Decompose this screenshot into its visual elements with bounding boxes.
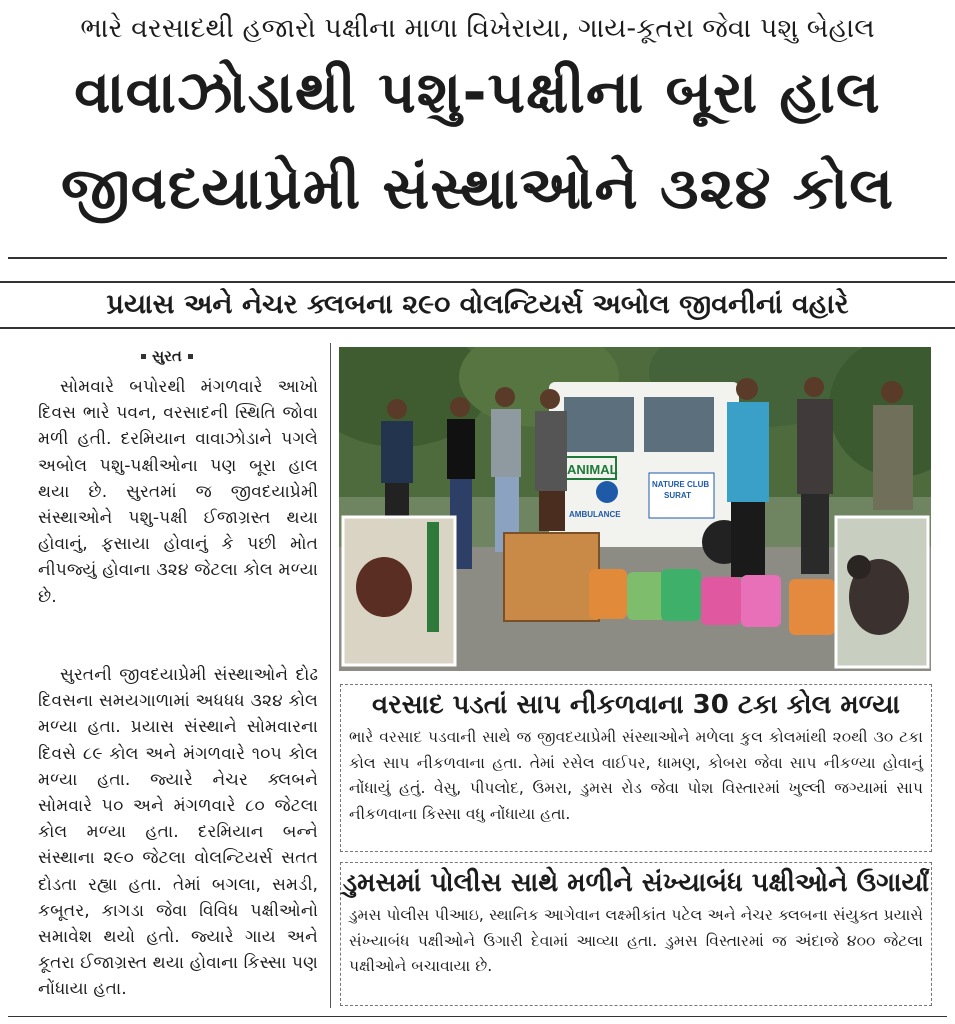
news-photo	[339, 347, 931, 671]
headline-line-1: વાવાઝોડાથી પશુ-પક્ષીના બૂરા હાલ	[74, 58, 881, 126]
van-label: ANIMAL	[567, 462, 618, 477]
box-title-birds: ડુમસમાં પોલીસ સાથે મળીને સંખ્યાબંધ પક્ષીઓને ઉગાર્યાં	[342, 868, 930, 898]
body-paragraph-2: સુરતની જીવદયાપ્રેમી સંસ્થાઓને દોઢ દિવસના સમયગાળામાં અધધધ ૩૨૪ કોલ મળ્યા હતા. પ્રયાસ સંસ્થાને સોમવારના દિવસે ૮૯ કોલ અને મંગળવારે ૧૦૫ કોલ મળ્યા હતા. જ્યારે નેચર ક્લબને સોમવારે ૫૦ અને મંગળવારે ૮૦ જેટલા કોલ મળ્યા હતા. દરમિયાન બન્ને સંસ્થાના ૨૯૦ જેટલા વોલન્ટિયર્સ સતત દોડતા રહ્યા હતા. તેમાં બગલા, સમડી, કબૂતર, કાગડા જેવા વિવિધ પક્ષીઓનો સમાવેશ થયો હતો. જ્યારે ગાય અને કૂતરા ઈજાગ્રસ્ત થયા હોવાના કિસ્સા પણ નોંધાયા હતા.	[38, 665, 318, 1000]
box-text-snakes: ભારે વરસાદ પડવાની સાથે જ જીવદયાપ્રેમી સંસ્થાઓને મળેલા કુલ કોલમાંથી ૨૦થી ૩૦ ટકા કોલ સાપ નીકળવાના હતા. તેમાં રસેલ વાઈપર, ધામણ, કોબરા જેવા સાપ નીકળ્યા હોવાનું નોંધાયું હતું. વેસુ, પીપલોદ, ઉમરા, ડુમસ રોડ જેવા પોશ વિસ્તારમાં ખુલ્લી જગ્યામાં સાપ નીકળવાના કિસ્સા વધુ નોંધાયા હતા.	[349, 728, 923, 823]
column-divider	[330, 343, 331, 1008]
footer-rule	[8, 1016, 947, 1017]
headline-line-2: જીવદયાપ્રેમી સંસ્થાઓને ૩૨૪ કોલ	[60, 154, 895, 222]
van-sign-2: SURAT	[664, 491, 691, 500]
box-text-birds: ડુમસ પોલીસ પીઆઇ, સ્થાનિક આગેવાન લક્ષ્મીકાંત પટેલ અને નેચર ક્લબના સંયુક્ત પ્રયાસે સંખ્યાબંધ પક્ષીઓને ઉગારી દેવામાં આવ્યા હતા. ડુમસ વિસ્તારમાં જ અંદાજે ૪૦૦ જેટલા પક્ષીઓને બચાવાયા છે.	[349, 906, 923, 975]
dateline: સુરત	[135, 347, 199, 365]
headline-rule	[8, 257, 947, 259]
sidebar-box-birds	[340, 862, 932, 1006]
body-paragraph-1: સોમવારે બપોરથી મંગળવારે આખો દિવસ ભારે પવન, વરસાદની સ્થિતિ જોવા મળી હતી. દરમિયાન વાવાઝોડાને પગલે અબોલ પશુ-પક્ષીઓના પણ બૂરા હાલ થયા છે. સુરતમાં જ જીવદયાપ્રેમી સંસ્થાઓને પશુ-પક્ષી ઈજાગ્રસ્ત થયા હોવાનું, ફસાયા હોવાનું કે પછી મોત નીપજ્યું હોવાના ૩૨૪ જેટલા કોલ મળ્યા છે.	[38, 377, 318, 607]
kicker-line: ભારે વરસાદથી હજારો પક્ષીના માળા વિખેરાયા, ગાય-કૂતરા જેવા પશુ બેહાલ	[80, 13, 875, 44]
van-sign-1: NATURE CLUB	[652, 480, 710, 489]
box-title-snakes: વરસાદ પડતાં સાપ નીકળવાના 30 ટકા કોલ મળ્યા	[372, 690, 900, 720]
van-ambulance: AMBULANCE	[569, 510, 621, 519]
photo-illustration	[339, 347, 931, 671]
sidebar-box-snakes	[340, 684, 932, 852]
subheadline: પ્રયાસ અને નેચર ક્લબના ૨૯૦ વોલન્ટિયર્સ અબોલ જીવનીનાં વહારે	[106, 289, 849, 320]
